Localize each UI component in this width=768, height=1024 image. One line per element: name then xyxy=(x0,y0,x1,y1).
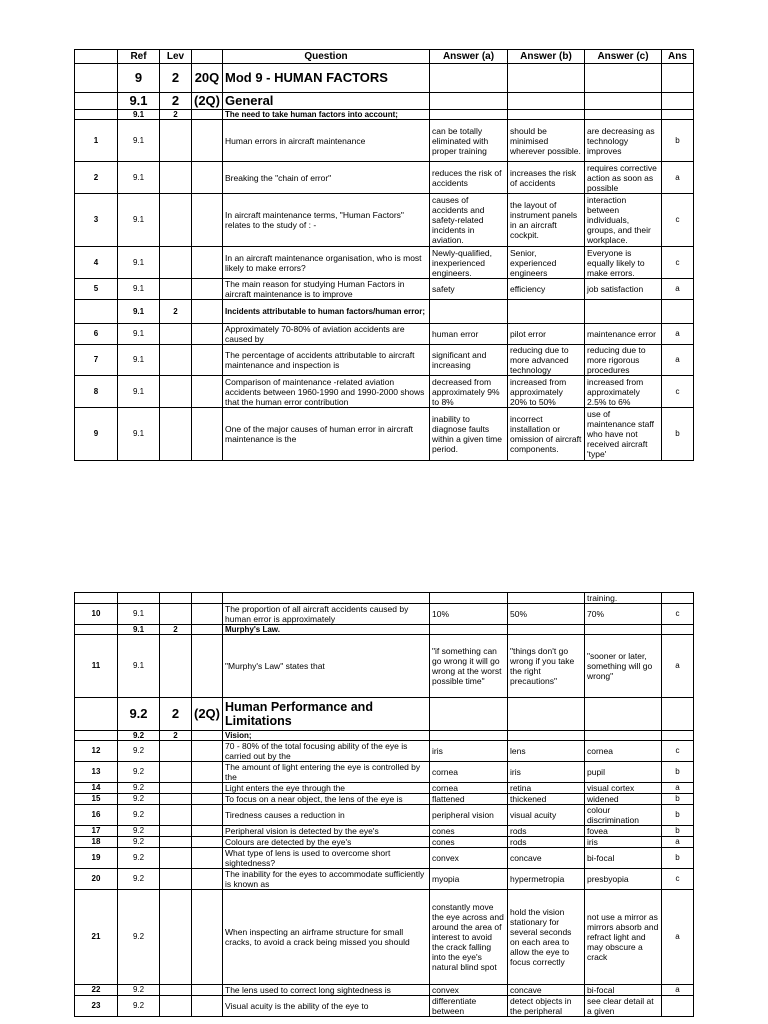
question-count xyxy=(192,869,223,890)
answer-a: decreased from approximately 9% to 8% xyxy=(430,376,508,408)
answer-c: visual cortex xyxy=(585,783,662,794)
answer-b: visual acuity xyxy=(508,805,585,826)
header-number xyxy=(75,50,118,64)
answer-a: causes of accidents and safety-related incidents in aviation. xyxy=(430,194,508,247)
question-text: The proportion of all aircraft accidents caused by human error is approximately xyxy=(223,604,430,625)
answer-b: efficiency xyxy=(508,279,585,300)
question-ref: 9.2 xyxy=(118,783,160,794)
table-2-questions-a xyxy=(75,604,694,625)
section-row xyxy=(75,698,694,731)
question-text: Comparison of maintenance -related aviation accidents between 1960-1990 and 1990-2000 shows that the human error contribution xyxy=(223,376,430,408)
question-row xyxy=(75,837,694,848)
correct-answer: c xyxy=(662,194,694,247)
answer-c: see clear detail at a given xyxy=(585,996,662,1017)
subsection-lev: 2 xyxy=(160,300,192,324)
correct-answer: b xyxy=(662,408,694,461)
question-lev xyxy=(160,324,192,345)
answer-b: rods xyxy=(508,837,585,848)
question-row xyxy=(75,762,694,783)
correct-answer: a xyxy=(662,635,694,698)
answer-c: fovea xyxy=(585,826,662,837)
answer-c: requires corrective action as soon as possible xyxy=(585,162,662,194)
answer-a: can be totally eliminated with proper training xyxy=(430,120,508,162)
question-text: "Murphy's Law" states that xyxy=(223,635,430,698)
answer-a: safety xyxy=(430,279,508,300)
question-number: 4 xyxy=(75,247,118,279)
correct-answer: c xyxy=(662,604,694,625)
question-text: In an aircraft maintenance organisation, who is most likely to make errors? xyxy=(223,247,430,279)
answer-b: hypermetropia xyxy=(508,869,585,890)
module-count: 20Q xyxy=(192,64,223,93)
question-number: 15 xyxy=(75,794,118,805)
answer-c: are decreasing as technology improves xyxy=(585,120,662,162)
question-text: What type of lens is used to overcome short sightedness? xyxy=(223,848,430,869)
question-row xyxy=(75,345,694,376)
answer-c: Everyone is equally likely to make errors. xyxy=(585,247,662,279)
question-ref: 9.1 xyxy=(118,376,160,408)
question-row xyxy=(75,604,694,625)
question-count xyxy=(192,826,223,837)
question-row xyxy=(75,805,694,826)
header-lev: Lev xyxy=(160,50,192,64)
correct-answer: b xyxy=(662,848,694,869)
section-lev: 2 xyxy=(160,93,192,110)
subsection-ref: 9.1 xyxy=(118,625,160,635)
answer-b: rods xyxy=(508,826,585,837)
answer-b: retina xyxy=(508,783,585,794)
question-row xyxy=(75,279,694,300)
answer-a: differentiate between xyxy=(430,996,508,1017)
section-count: (2Q) xyxy=(192,698,223,731)
answer-a: constantly move the eye across and around the area of interest to avoid the crack falling into the eye's natural blind spot xyxy=(430,890,508,985)
question-number: 6 xyxy=(75,324,118,345)
section-count: (2Q) xyxy=(192,93,223,110)
question-text: Human errors in aircraft maintenance xyxy=(223,120,430,162)
question-row xyxy=(75,826,694,837)
answer-a: human error xyxy=(430,324,508,345)
answer-a: cones xyxy=(430,826,508,837)
question-count xyxy=(192,805,223,826)
question-text: Breaking the "chain of error" xyxy=(223,162,430,194)
question-count xyxy=(192,162,223,194)
answer-a: peripheral vision xyxy=(430,805,508,826)
question-count xyxy=(192,762,223,783)
question-lev xyxy=(160,345,192,376)
answer-b: increased from approximately 20% to 50% xyxy=(508,376,585,408)
question-text: In aircraft maintenance terms, "Human Factors" relates to the study of : - xyxy=(223,194,430,247)
question-row xyxy=(75,408,694,461)
question-row xyxy=(75,985,694,996)
question-lev xyxy=(160,376,192,408)
question-count xyxy=(192,837,223,848)
table-2-murphy xyxy=(75,625,694,635)
table-2-questions-c xyxy=(75,741,694,1017)
question-row xyxy=(75,996,694,1017)
correct-answer: a xyxy=(662,345,694,376)
answer-c: 70% xyxy=(585,604,662,625)
correct-answer: c xyxy=(662,741,694,762)
table-1-body xyxy=(75,50,694,120)
answer-c: maintenance error xyxy=(585,324,662,345)
answer-b: concave xyxy=(508,985,585,996)
section-row xyxy=(75,93,694,110)
correct-answer: c xyxy=(662,376,694,408)
question-number: 10 xyxy=(75,604,118,625)
question-ref: 9.1 xyxy=(118,247,160,279)
answer-a: Newly-qualified, inexperienced engineers. xyxy=(430,247,508,279)
answer-a: significant and increasing xyxy=(430,345,508,376)
module-lev: 2 xyxy=(160,64,192,93)
answer-c: bi-focal xyxy=(585,985,662,996)
correct-answer: b xyxy=(662,120,694,162)
section-ref: 9.2 xyxy=(118,698,160,731)
question-lev xyxy=(160,741,192,762)
answer-b: 50% xyxy=(508,604,585,625)
answer-c: use of maintenance staff who have not received aircraft 'type' xyxy=(585,408,662,461)
correct-answer: c xyxy=(662,869,694,890)
question-number: 5 xyxy=(75,279,118,300)
answer-b: should be minimised wherever possible. xyxy=(508,120,585,162)
question-text: Approximately 70-80% of aviation accidents are caused by xyxy=(223,324,430,345)
header-answer-a: Answer (a) xyxy=(430,50,508,64)
answer-c: colour discrimination xyxy=(585,805,662,826)
question-number: 1 xyxy=(75,120,118,162)
question-number: 3 xyxy=(75,194,118,247)
header-answer-b: Answer (b) xyxy=(508,50,585,64)
subsection-ref: 9.1 xyxy=(118,110,160,120)
correct-answer: a xyxy=(662,324,694,345)
answer-c: widened xyxy=(585,794,662,805)
answer-c: job satisfaction xyxy=(585,279,662,300)
question-lev xyxy=(160,794,192,805)
question-count xyxy=(192,345,223,376)
question-lev xyxy=(160,996,192,1017)
header-count xyxy=(192,50,223,64)
answer-b: lens xyxy=(508,741,585,762)
question-count xyxy=(192,376,223,408)
question-number: 9 xyxy=(75,408,118,461)
answer-b: reducing due to more advanced technology xyxy=(508,345,585,376)
question-ref: 9.1 xyxy=(118,408,160,461)
question-lev xyxy=(160,805,192,826)
question-lev xyxy=(160,848,192,869)
question-text: To focus on a near object, the lens of the eye is xyxy=(223,794,430,805)
question-text: 70 - 80% of the total focusing ability of the eye is carried out by the xyxy=(223,741,430,762)
question-text: The main reason for studying Human Factors in aircraft maintenance is to improve xyxy=(223,279,430,300)
answer-c: presbyopia xyxy=(585,869,662,890)
question-count xyxy=(192,635,223,698)
question-ref: 9.1 xyxy=(118,604,160,625)
question-ref: 9.1 xyxy=(118,324,160,345)
question-row xyxy=(75,794,694,805)
answer-c: increased from approximately 2.5% to 6% xyxy=(585,376,662,408)
header-row xyxy=(75,50,694,64)
subsection-title: Murphy's Law. xyxy=(223,625,430,635)
question-count xyxy=(192,604,223,625)
correct-answer: a xyxy=(662,837,694,848)
question-count xyxy=(192,890,223,985)
answer-a: convex xyxy=(430,985,508,996)
header-question: Question xyxy=(223,50,430,64)
answer-b: pilot error xyxy=(508,324,585,345)
answer-a: inability to diagnose faults within a given time period. xyxy=(430,408,508,461)
question-row xyxy=(75,376,694,408)
subsection-row xyxy=(75,300,694,324)
question-lev xyxy=(160,869,192,890)
subsection-lev: 2 xyxy=(160,731,192,741)
answer-c: bi-focal xyxy=(585,848,662,869)
question-number: 18 xyxy=(75,837,118,848)
answer-a: iris xyxy=(430,741,508,762)
table-2-carry xyxy=(75,593,694,604)
question-row xyxy=(75,162,694,194)
answer-c: pupil xyxy=(585,762,662,783)
question-row xyxy=(75,869,694,890)
answer-a: flattened xyxy=(430,794,508,805)
header-ref: Ref xyxy=(118,50,160,64)
question-number: 21 xyxy=(75,890,118,985)
question-ref: 9.2 xyxy=(118,837,160,848)
answer-c: cornea xyxy=(585,741,662,762)
correct-answer: b xyxy=(662,826,694,837)
subsection-ref: 9.2 xyxy=(118,731,160,741)
question-count xyxy=(192,783,223,794)
answer-a: reduces the risk of accidents xyxy=(430,162,508,194)
question-row xyxy=(75,848,694,869)
question-table-1 xyxy=(74,49,694,461)
question-count xyxy=(192,848,223,869)
question-text: Light enters the eye through the xyxy=(223,783,430,794)
question-ref: 9.1 xyxy=(118,162,160,194)
answer-a: 10% xyxy=(430,604,508,625)
question-lev xyxy=(160,762,192,783)
answer-b: thickened xyxy=(508,794,585,805)
question-number: 23 xyxy=(75,996,118,1017)
answer-b: detect objects in the peripheral xyxy=(508,996,585,1017)
subsection-title: Incidents attributable to human factors/human error; xyxy=(223,300,430,324)
question-ref: 9.2 xyxy=(118,826,160,837)
header-answer-c: Answer (c) xyxy=(585,50,662,64)
question-lev xyxy=(160,279,192,300)
correct-answer: a xyxy=(662,985,694,996)
answer-b: Senior, experienced engineers xyxy=(508,247,585,279)
question-number: 20 xyxy=(75,869,118,890)
question-lev xyxy=(160,120,192,162)
carry-text: training. xyxy=(585,593,662,604)
question-number: 11 xyxy=(75,635,118,698)
question-ref: 9.2 xyxy=(118,794,160,805)
question-text: Colours are detected by the eye's xyxy=(223,837,430,848)
section-ref: 9.1 xyxy=(118,93,160,110)
question-ref: 9.2 xyxy=(118,890,160,985)
question-count xyxy=(192,247,223,279)
question-count xyxy=(192,794,223,805)
answer-b: concave xyxy=(508,848,585,869)
question-lev xyxy=(160,604,192,625)
table-2-section xyxy=(75,698,694,741)
question-row xyxy=(75,741,694,762)
question-count xyxy=(192,996,223,1017)
answer-c: interaction between individuals, groups, and their workplace. xyxy=(585,194,662,247)
answer-a: cones xyxy=(430,837,508,848)
answer-c: reducing due to more rigorous procedures xyxy=(585,345,662,376)
answer-b: the layout of instrument panels in an aircraft cockpit. xyxy=(508,194,585,247)
answer-c: iris xyxy=(585,837,662,848)
section-title: General xyxy=(223,93,430,110)
question-row xyxy=(75,324,694,345)
question-row xyxy=(75,890,694,985)
question-text: One of the major causes of human error in aircraft maintenance is the xyxy=(223,408,430,461)
subsection-title: Vision; xyxy=(223,731,430,741)
module-row xyxy=(75,64,694,93)
question-row xyxy=(75,120,694,162)
question-text: The percentage of accidents attributable to aircraft maintenance and inspection is xyxy=(223,345,430,376)
subsection-lev: 2 xyxy=(160,110,192,120)
question-text: When inspecting an airframe structure for small cracks, to avoid a crack being missed you should xyxy=(223,890,430,985)
question-row xyxy=(75,247,694,279)
subsection-lev: 2 xyxy=(160,625,192,635)
correct-answer: c xyxy=(662,247,694,279)
question-ref: 9.2 xyxy=(118,805,160,826)
answer-b: "things don't go wrong if you take the right precautions" xyxy=(508,635,585,698)
question-number: 14 xyxy=(75,783,118,794)
question-count xyxy=(192,120,223,162)
answer-c: "sooner or later, something will go wrong" xyxy=(585,635,662,698)
answer-a: convex xyxy=(430,848,508,869)
answer-b: iris xyxy=(508,762,585,783)
table-1-subsection-2 xyxy=(75,300,694,324)
correct-answer xyxy=(662,996,694,1017)
section-lev: 2 xyxy=(160,698,192,731)
question-ref: 9.1 xyxy=(118,635,160,698)
question-count xyxy=(192,741,223,762)
correct-answer: a xyxy=(662,279,694,300)
table-2-questions-b xyxy=(75,635,694,698)
header-ans: Ans xyxy=(662,50,694,64)
answer-a: myopia xyxy=(430,869,508,890)
question-text: Visual acuity is the ability of the eye to xyxy=(223,996,430,1017)
correct-answer: a xyxy=(662,890,694,985)
question-number: 7 xyxy=(75,345,118,376)
subsection-row xyxy=(75,731,694,741)
answer-a: cornea xyxy=(430,783,508,794)
question-lev xyxy=(160,837,192,848)
question-lev xyxy=(160,826,192,837)
question-text: The inability for the eyes to accommodate sufficiently is known as xyxy=(223,869,430,890)
table-1-questions-a xyxy=(75,120,694,300)
question-lev xyxy=(160,985,192,996)
question-text: The amount of light entering the eye is controlled by the xyxy=(223,762,430,783)
answer-a: "if something can go wrong it will go wrong at the worst possible time" xyxy=(430,635,508,698)
question-number: 2 xyxy=(75,162,118,194)
correct-answer: b xyxy=(662,805,694,826)
question-ref: 9.2 xyxy=(118,996,160,1017)
question-number: 8 xyxy=(75,376,118,408)
question-number: 16 xyxy=(75,805,118,826)
subsection-row xyxy=(75,625,694,635)
question-ref: 9.2 xyxy=(118,848,160,869)
question-row xyxy=(75,783,694,794)
question-ref: 9.1 xyxy=(118,194,160,247)
question-number: 19 xyxy=(75,848,118,869)
question-row xyxy=(75,194,694,247)
question-lev xyxy=(160,162,192,194)
question-lev xyxy=(160,247,192,279)
question-ref: 9.1 xyxy=(118,345,160,376)
question-table-2 xyxy=(74,592,694,1017)
question-ref: 9.2 xyxy=(118,762,160,783)
correct-answer: a xyxy=(662,162,694,194)
question-row xyxy=(75,635,694,698)
subsection-title: The need to take human factors into account; xyxy=(223,110,430,120)
question-text: The lens used to correct long sightedness is xyxy=(223,985,430,996)
question-ref: 9.1 xyxy=(118,279,160,300)
correct-answer: b xyxy=(662,794,694,805)
question-text: Peripheral vision is detected by the eye's xyxy=(223,826,430,837)
section-title: Human Performance and Limitations xyxy=(223,698,430,731)
correct-answer: a xyxy=(662,783,694,794)
answer-b: incorrect installation or omission of aircraft components. xyxy=(508,408,585,461)
question-lev xyxy=(160,635,192,698)
subsection-row xyxy=(75,110,694,120)
subsection-ref: 9.1 xyxy=(118,300,160,324)
question-count xyxy=(192,194,223,247)
question-lev xyxy=(160,408,192,461)
question-lev xyxy=(160,783,192,794)
question-count xyxy=(192,408,223,461)
table-1-questions-b xyxy=(75,324,694,461)
question-number: 22 xyxy=(75,985,118,996)
question-lev xyxy=(160,890,192,985)
question-text: Tiredness causes a reduction in xyxy=(223,805,430,826)
question-number: 13 xyxy=(75,762,118,783)
question-ref: 9.2 xyxy=(118,985,160,996)
question-ref: 9.2 xyxy=(118,869,160,890)
answer-b: hold the vision stationary for several seconds on each area to allow the eye to focus correctly xyxy=(508,890,585,985)
question-count xyxy=(192,985,223,996)
module-ref: 9 xyxy=(118,64,160,93)
answer-a: cornea xyxy=(430,762,508,783)
module-title: Mod 9 - HUMAN FACTORS xyxy=(223,64,430,93)
question-ref: 9.2 xyxy=(118,741,160,762)
question-count xyxy=(192,279,223,300)
question-lev xyxy=(160,194,192,247)
answer-c: not use a mirror as mirrors absorb and refract light and may obscure a crack xyxy=(585,890,662,985)
question-number: 12 xyxy=(75,741,118,762)
question-count xyxy=(192,324,223,345)
answer-b: increases the risk of accidents xyxy=(508,162,585,194)
question-number: 17 xyxy=(75,826,118,837)
correct-answer: b xyxy=(662,762,694,783)
question-ref: 9.1 xyxy=(118,120,160,162)
carry-row xyxy=(75,593,694,604)
